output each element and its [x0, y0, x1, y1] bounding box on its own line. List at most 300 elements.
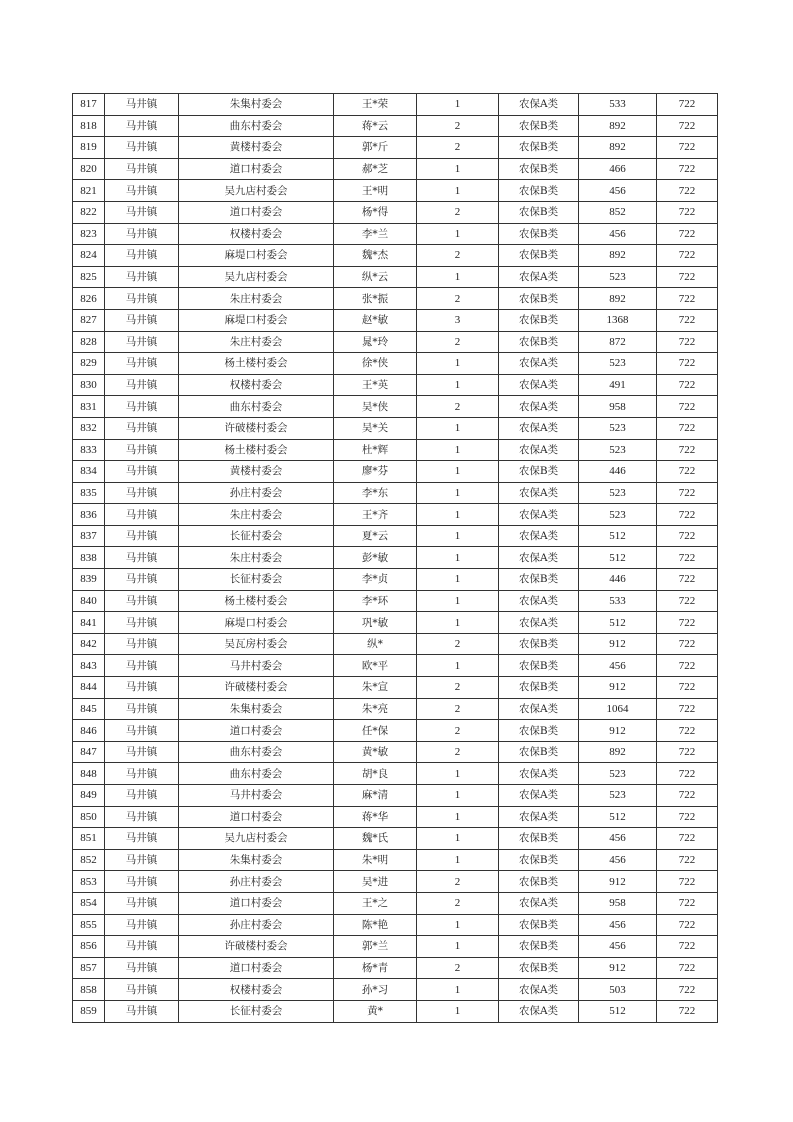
cell-name: 孙*习 — [334, 979, 417, 1001]
cell-town: 马井镇 — [105, 849, 179, 871]
cell-insurance-category: 农保B类 — [499, 957, 579, 979]
table-row — [73, 288, 718, 310]
cell-household-size: 1 — [417, 417, 499, 439]
cell-amount: 456 — [579, 655, 657, 677]
cell-name: 蒋*云 — [334, 115, 417, 137]
cell-standard: 722 — [657, 957, 718, 979]
cell-household-size: 2 — [417, 137, 499, 159]
cell-town: 马井镇 — [105, 158, 179, 180]
cell-name: 麻*清 — [334, 785, 417, 807]
cell-town: 马井镇 — [105, 590, 179, 612]
cell-amount: 533 — [579, 94, 657, 116]
cell-town: 马井镇 — [105, 137, 179, 159]
cell-town: 马井镇 — [105, 677, 179, 699]
cell-name: 朱*明 — [334, 849, 417, 871]
cell-town: 马井镇 — [105, 1000, 179, 1022]
cell-insurance-category: 农保B类 — [499, 569, 579, 591]
cell-village-committee: 长征村委会 — [179, 1000, 334, 1022]
cell-village-committee: 黄楼村委会 — [179, 137, 334, 159]
cell-amount: 446 — [579, 461, 657, 483]
cell-household-size: 2 — [417, 871, 499, 893]
cell-household-size: 2 — [417, 698, 499, 720]
cell-row-number: 843 — [73, 655, 105, 677]
cell-name: 张*振 — [334, 288, 417, 310]
cell-name: 纵* — [334, 633, 417, 655]
cell-standard: 722 — [657, 590, 718, 612]
cell-name: 朱*亮 — [334, 698, 417, 720]
cell-standard: 722 — [657, 223, 718, 245]
cell-town: 马井镇 — [105, 115, 179, 137]
cell-village-committee: 道口村委会 — [179, 892, 334, 914]
cell-amount: 466 — [579, 158, 657, 180]
cell-household-size: 1 — [417, 849, 499, 871]
cell-standard: 722 — [657, 201, 718, 223]
cell-amount: 523 — [579, 439, 657, 461]
table-row — [73, 482, 718, 504]
cell-household-size: 1 — [417, 806, 499, 828]
cell-row-number: 859 — [73, 1000, 105, 1022]
cell-row-number: 853 — [73, 871, 105, 893]
cell-village-committee: 吴九店村委会 — [179, 180, 334, 202]
cell-household-size: 2 — [417, 720, 499, 742]
cell-town: 马井镇 — [105, 547, 179, 569]
table-row — [73, 201, 718, 223]
cell-village-committee: 曲东村委会 — [179, 115, 334, 137]
cell-name: 朱*宣 — [334, 677, 417, 699]
cell-amount: 456 — [579, 223, 657, 245]
cell-row-number: 825 — [73, 266, 105, 288]
cell-row-number: 833 — [73, 439, 105, 461]
cell-town: 马井镇 — [105, 633, 179, 655]
cell-standard: 722 — [657, 180, 718, 202]
cell-insurance-category: 农保A类 — [499, 94, 579, 116]
cell-row-number: 858 — [73, 979, 105, 1001]
cell-standard: 722 — [657, 785, 718, 807]
cell-village-committee: 朱集村委会 — [179, 698, 334, 720]
cell-village-committee: 吴九店村委会 — [179, 828, 334, 850]
cell-amount: 1368 — [579, 309, 657, 331]
cell-standard: 722 — [657, 158, 718, 180]
table-row — [73, 504, 718, 526]
cell-standard: 722 — [657, 806, 718, 828]
cell-insurance-category: 农保B类 — [499, 871, 579, 893]
cell-household-size: 1 — [417, 158, 499, 180]
cell-household-size: 2 — [417, 396, 499, 418]
table-row — [73, 331, 718, 353]
recipient-table — [72, 93, 718, 1023]
cell-insurance-category: 农保B类 — [499, 849, 579, 871]
cell-name: 夏*云 — [334, 525, 417, 547]
cell-town: 马井镇 — [105, 741, 179, 763]
cell-row-number: 820 — [73, 158, 105, 180]
cell-row-number: 847 — [73, 741, 105, 763]
cell-insurance-category: 农保B类 — [499, 309, 579, 331]
cell-insurance-category: 农保A类 — [499, 482, 579, 504]
cell-amount: 456 — [579, 936, 657, 958]
cell-standard: 722 — [657, 288, 718, 310]
cell-row-number: 837 — [73, 525, 105, 547]
cell-amount: 892 — [579, 741, 657, 763]
table-row — [73, 871, 718, 893]
cell-name: 吴*关 — [334, 417, 417, 439]
cell-household-size: 2 — [417, 288, 499, 310]
cell-household-size: 2 — [417, 331, 499, 353]
cell-town: 马井镇 — [105, 957, 179, 979]
cell-amount: 912 — [579, 871, 657, 893]
cell-name: 黄* — [334, 1000, 417, 1022]
table-row — [73, 763, 718, 785]
cell-village-committee: 曲东村委会 — [179, 763, 334, 785]
cell-row-number: 819 — [73, 137, 105, 159]
cell-standard: 722 — [657, 871, 718, 893]
cell-household-size: 1 — [417, 266, 499, 288]
cell-row-number: 849 — [73, 785, 105, 807]
cell-name: 蒋*华 — [334, 806, 417, 828]
cell-village-committee: 权楼村委会 — [179, 979, 334, 1001]
cell-standard: 722 — [657, 525, 718, 547]
cell-village-committee: 孙庄村委会 — [179, 482, 334, 504]
table-row — [73, 547, 718, 569]
cell-insurance-category: 农保A类 — [499, 504, 579, 526]
table-row — [73, 374, 718, 396]
cell-insurance-category: 农保B类 — [499, 158, 579, 180]
cell-insurance-category: 农保B类 — [499, 180, 579, 202]
table-row — [73, 806, 718, 828]
cell-insurance-category: 农保B类 — [499, 223, 579, 245]
table-row — [73, 417, 718, 439]
table-row — [73, 892, 718, 914]
cell-town: 马井镇 — [105, 417, 179, 439]
table-row — [73, 223, 718, 245]
table-row — [73, 979, 718, 1001]
cell-row-number: 839 — [73, 569, 105, 591]
cell-amount: 912 — [579, 677, 657, 699]
cell-name: 郭*兰 — [334, 936, 417, 958]
cell-standard: 722 — [657, 720, 718, 742]
cell-village-committee: 朱庄村委会 — [179, 547, 334, 569]
cell-name: 晁*玲 — [334, 331, 417, 353]
cell-standard: 722 — [657, 94, 718, 116]
cell-village-committee: 麻堤口村委会 — [179, 612, 334, 634]
cell-name: 巩*敏 — [334, 612, 417, 634]
cell-town: 马井镇 — [105, 482, 179, 504]
cell-standard: 722 — [657, 914, 718, 936]
cell-name: 李*东 — [334, 482, 417, 504]
cell-row-number: 854 — [73, 892, 105, 914]
table-row — [73, 849, 718, 871]
cell-insurance-category: 农保A类 — [499, 763, 579, 785]
cell-village-committee: 曲东村委会 — [179, 396, 334, 418]
cell-name: 李*贞 — [334, 569, 417, 591]
cell-village-committee: 吴九店村委会 — [179, 266, 334, 288]
cell-insurance-category: 农保B类 — [499, 677, 579, 699]
cell-village-committee: 吴瓦房村委会 — [179, 633, 334, 655]
cell-village-committee: 杨土楼村委会 — [179, 439, 334, 461]
cell-amount: 456 — [579, 828, 657, 850]
cell-standard: 722 — [657, 763, 718, 785]
cell-village-committee: 道口村委会 — [179, 957, 334, 979]
cell-row-number: 831 — [73, 396, 105, 418]
table-row — [73, 612, 718, 634]
cell-amount: 872 — [579, 331, 657, 353]
cell-insurance-category: 农保B类 — [499, 461, 579, 483]
cell-town: 马井镇 — [105, 266, 179, 288]
cell-household-size: 1 — [417, 828, 499, 850]
cell-village-committee: 朱庄村委会 — [179, 331, 334, 353]
cell-amount: 958 — [579, 396, 657, 418]
cell-name: 魏*杰 — [334, 245, 417, 267]
table-row — [73, 785, 718, 807]
cell-village-committee: 孙庄村委会 — [179, 871, 334, 893]
cell-row-number: 834 — [73, 461, 105, 483]
cell-row-number: 822 — [73, 201, 105, 223]
cell-insurance-category: 农保B类 — [499, 201, 579, 223]
cell-town: 马井镇 — [105, 331, 179, 353]
cell-row-number: 821 — [73, 180, 105, 202]
cell-name: 李*兰 — [334, 223, 417, 245]
cell-standard: 722 — [657, 741, 718, 763]
cell-amount: 512 — [579, 547, 657, 569]
cell-standard: 722 — [657, 698, 718, 720]
cell-name: 赵*敏 — [334, 309, 417, 331]
cell-village-committee: 道口村委会 — [179, 158, 334, 180]
cell-row-number: 855 — [73, 914, 105, 936]
cell-village-committee: 权楼村委会 — [179, 374, 334, 396]
cell-row-number: 844 — [73, 677, 105, 699]
cell-insurance-category: 农保A类 — [499, 1000, 579, 1022]
cell-name: 杨*得 — [334, 201, 417, 223]
cell-household-size: 1 — [417, 504, 499, 526]
cell-household-size: 2 — [417, 892, 499, 914]
cell-village-committee: 朱集村委会 — [179, 849, 334, 871]
cell-standard: 722 — [657, 655, 718, 677]
cell-town: 马井镇 — [105, 223, 179, 245]
cell-insurance-category: 农保A类 — [499, 525, 579, 547]
cell-town: 马井镇 — [105, 720, 179, 742]
cell-row-number: 842 — [73, 633, 105, 655]
cell-standard: 722 — [657, 979, 718, 1001]
table-row — [73, 396, 718, 418]
cell-row-number: 841 — [73, 612, 105, 634]
cell-standard: 722 — [657, 245, 718, 267]
cell-town: 马井镇 — [105, 439, 179, 461]
cell-town: 马井镇 — [105, 892, 179, 914]
cell-name: 彭*敏 — [334, 547, 417, 569]
table-row — [73, 936, 718, 958]
table-row — [73, 741, 718, 763]
cell-village-committee: 马井村委会 — [179, 785, 334, 807]
table-row — [73, 180, 718, 202]
cell-insurance-category: 农保A类 — [499, 698, 579, 720]
cell-name: 黄*敏 — [334, 741, 417, 763]
cell-standard: 722 — [657, 417, 718, 439]
cell-amount: 523 — [579, 482, 657, 504]
table-row — [73, 914, 718, 936]
cell-village-committee: 杨土楼村委会 — [179, 353, 334, 375]
cell-village-committee: 孙庄村委会 — [179, 914, 334, 936]
cell-standard: 722 — [657, 569, 718, 591]
cell-amount: 523 — [579, 785, 657, 807]
cell-row-number: 829 — [73, 353, 105, 375]
cell-row-number: 836 — [73, 504, 105, 526]
cell-standard: 722 — [657, 504, 718, 526]
cell-amount: 456 — [579, 914, 657, 936]
cell-amount: 523 — [579, 504, 657, 526]
cell-name: 吴*进 — [334, 871, 417, 893]
table-row — [73, 115, 718, 137]
cell-name: 陈*艳 — [334, 914, 417, 936]
cell-town: 马井镇 — [105, 180, 179, 202]
cell-name: 王*齐 — [334, 504, 417, 526]
cell-name: 胡*良 — [334, 763, 417, 785]
cell-amount: 456 — [579, 180, 657, 202]
cell-name: 杨*青 — [334, 957, 417, 979]
cell-village-committee: 许破楼村委会 — [179, 936, 334, 958]
cell-standard: 722 — [657, 849, 718, 871]
table-body — [73, 94, 718, 1023]
table-row — [73, 590, 718, 612]
cell-household-size: 1 — [417, 612, 499, 634]
cell-name: 杜*辉 — [334, 439, 417, 461]
cell-row-number: 856 — [73, 936, 105, 958]
cell-insurance-category: 农保B类 — [499, 115, 579, 137]
cell-town: 马井镇 — [105, 655, 179, 677]
cell-standard: 722 — [657, 396, 718, 418]
cell-insurance-category: 农保A类 — [499, 785, 579, 807]
cell-insurance-category: 农保A类 — [499, 590, 579, 612]
table-row — [73, 957, 718, 979]
cell-household-size: 1 — [417, 525, 499, 547]
cell-insurance-category: 农保A类 — [499, 806, 579, 828]
cell-insurance-category: 农保B类 — [499, 633, 579, 655]
cell-village-committee: 杨土楼村委会 — [179, 590, 334, 612]
cell-amount: 892 — [579, 288, 657, 310]
cell-insurance-category: 农保B类 — [499, 331, 579, 353]
cell-amount: 912 — [579, 633, 657, 655]
cell-row-number: 852 — [73, 849, 105, 871]
cell-name: 廖*芬 — [334, 461, 417, 483]
cell-household-size: 1 — [417, 914, 499, 936]
cell-village-committee: 权楼村委会 — [179, 223, 334, 245]
cell-row-number: 824 — [73, 245, 105, 267]
cell-insurance-category: 农保A类 — [499, 353, 579, 375]
cell-standard: 722 — [657, 547, 718, 569]
cell-row-number: 818 — [73, 115, 105, 137]
cell-name: 吴*侠 — [334, 396, 417, 418]
cell-row-number: 850 — [73, 806, 105, 828]
cell-town: 马井镇 — [105, 525, 179, 547]
cell-standard: 722 — [657, 439, 718, 461]
cell-town: 马井镇 — [105, 288, 179, 310]
cell-household-size: 1 — [417, 482, 499, 504]
table-row — [73, 525, 718, 547]
cell-town: 马井镇 — [105, 763, 179, 785]
cell-village-committee: 长征村委会 — [179, 525, 334, 547]
table-row — [73, 1000, 718, 1022]
cell-town: 马井镇 — [105, 94, 179, 116]
cell-name: 纵*云 — [334, 266, 417, 288]
cell-household-size: 1 — [417, 655, 499, 677]
cell-amount: 491 — [579, 374, 657, 396]
cell-insurance-category: 农保A类 — [499, 892, 579, 914]
cell-row-number: 828 — [73, 331, 105, 353]
cell-insurance-category: 农保A类 — [499, 396, 579, 418]
cell-standard: 722 — [657, 137, 718, 159]
table-row — [73, 633, 718, 655]
cell-standard: 722 — [657, 353, 718, 375]
table-row — [73, 266, 718, 288]
cell-town: 马井镇 — [105, 396, 179, 418]
cell-name: 王*英 — [334, 374, 417, 396]
cell-standard: 722 — [657, 1000, 718, 1022]
cell-amount: 892 — [579, 115, 657, 137]
cell-village-committee: 马井村委会 — [179, 655, 334, 677]
cell-household-size: 1 — [417, 461, 499, 483]
cell-standard: 722 — [657, 266, 718, 288]
cell-name: 魏*氏 — [334, 828, 417, 850]
cell-row-number: 845 — [73, 698, 105, 720]
cell-name: 王*明 — [334, 180, 417, 202]
table-row — [73, 677, 718, 699]
cell-amount: 958 — [579, 892, 657, 914]
cell-amount: 512 — [579, 1000, 657, 1022]
cell-standard: 722 — [657, 461, 718, 483]
table-row — [73, 698, 718, 720]
table-row — [73, 158, 718, 180]
table-row — [73, 569, 718, 591]
cell-insurance-category: 农保B类 — [499, 914, 579, 936]
cell-household-size: 2 — [417, 633, 499, 655]
cell-standard: 722 — [657, 936, 718, 958]
cell-household-size: 1 — [417, 936, 499, 958]
cell-standard: 722 — [657, 612, 718, 634]
cell-name: 任*保 — [334, 720, 417, 742]
cell-town: 马井镇 — [105, 461, 179, 483]
cell-standard: 722 — [657, 331, 718, 353]
cell-town: 马井镇 — [105, 979, 179, 1001]
cell-household-size: 2 — [417, 245, 499, 267]
cell-standard: 722 — [657, 828, 718, 850]
cell-household-size: 2 — [417, 677, 499, 699]
cell-town: 马井镇 — [105, 936, 179, 958]
cell-amount: 446 — [579, 569, 657, 591]
cell-town: 马井镇 — [105, 698, 179, 720]
cell-village-committee: 许破楼村委会 — [179, 677, 334, 699]
cell-amount: 533 — [579, 590, 657, 612]
cell-amount: 503 — [579, 979, 657, 1001]
table-row — [73, 720, 718, 742]
cell-insurance-category: 农保B类 — [499, 655, 579, 677]
cell-row-number: 817 — [73, 94, 105, 116]
table-row — [73, 439, 718, 461]
cell-name: 郭*斤 — [334, 137, 417, 159]
cell-standard: 722 — [657, 892, 718, 914]
cell-row-number: 823 — [73, 223, 105, 245]
cell-town: 马井镇 — [105, 245, 179, 267]
cell-amount: 523 — [579, 417, 657, 439]
cell-village-committee: 黄楼村委会 — [179, 461, 334, 483]
cell-village-committee: 朱庄村委会 — [179, 288, 334, 310]
cell-row-number: 827 — [73, 309, 105, 331]
cell-row-number: 840 — [73, 590, 105, 612]
cell-household-size: 1 — [417, 353, 499, 375]
cell-standard: 722 — [657, 677, 718, 699]
cell-insurance-category: 农保A类 — [499, 612, 579, 634]
cell-row-number: 857 — [73, 957, 105, 979]
cell-standard: 722 — [657, 482, 718, 504]
cell-village-committee: 麻堤口村委会 — [179, 245, 334, 267]
cell-town: 马井镇 — [105, 871, 179, 893]
